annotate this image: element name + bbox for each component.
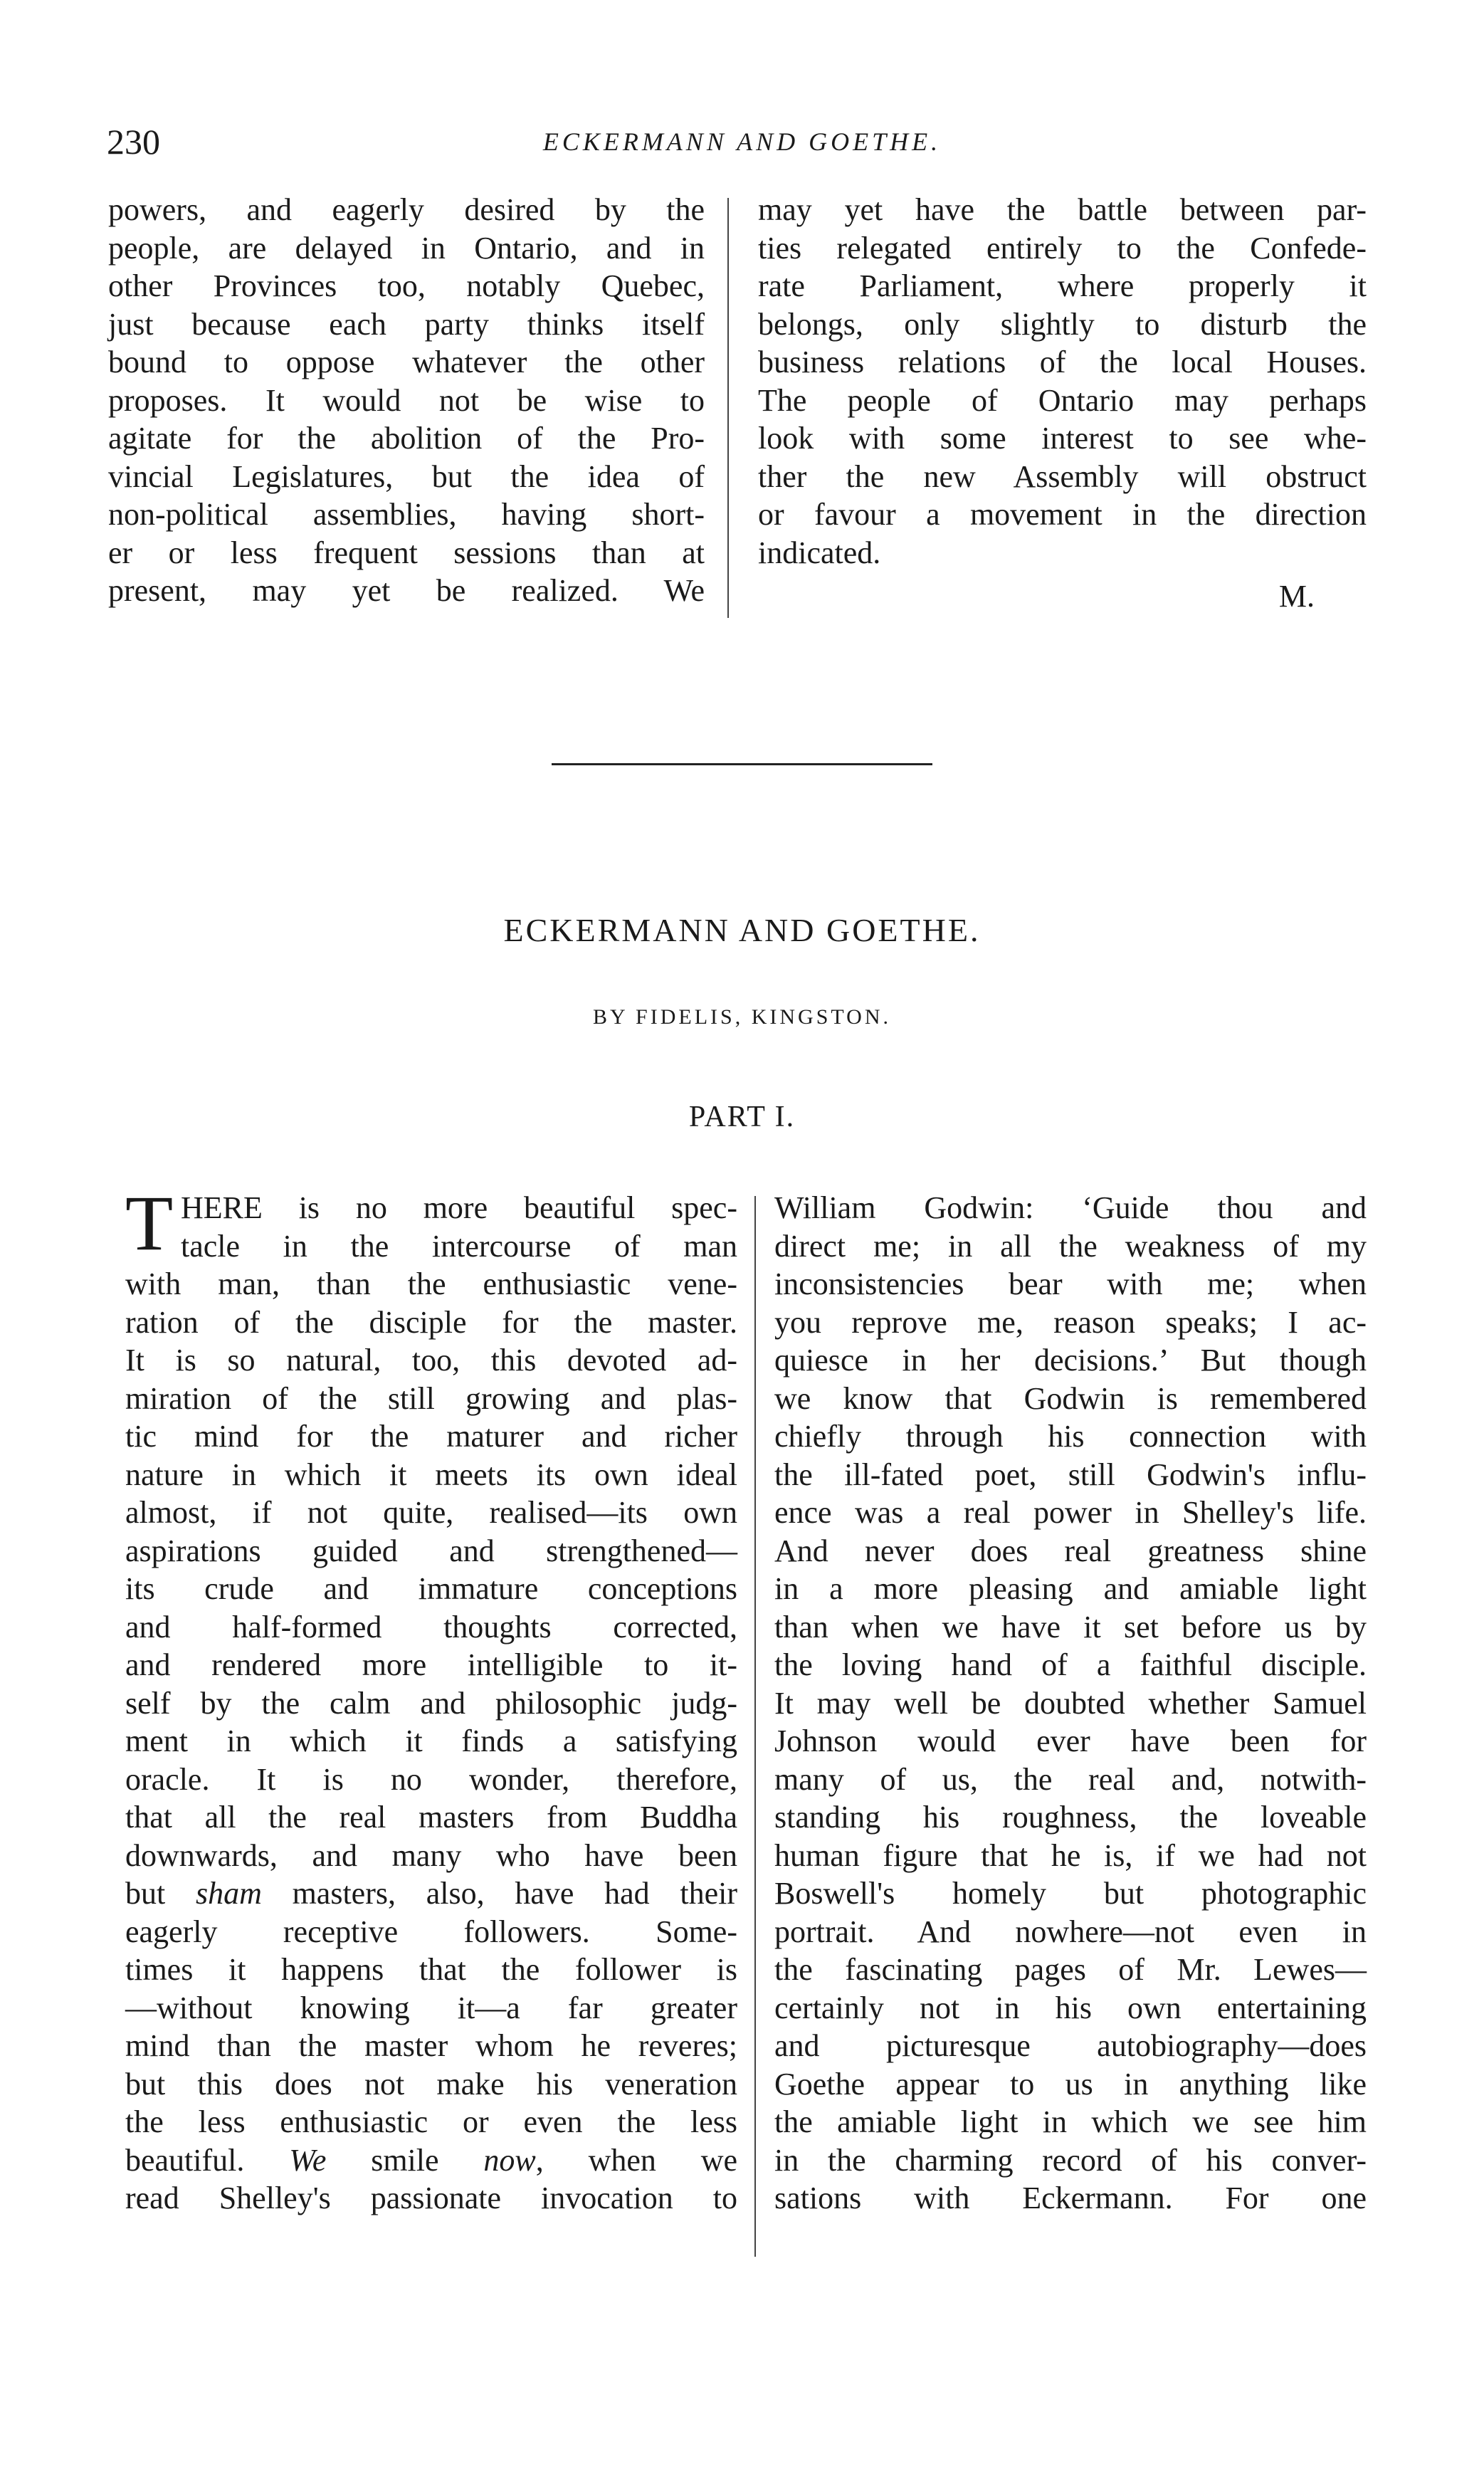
- text-line: nature in which it meets its own ideal: [125, 1457, 737, 1492]
- text-line: but sham masters, also, have had their: [125, 1876, 737, 1911]
- text-line: ence was a real power in Shelley's life.: [774, 1495, 1367, 1530]
- text-line: chiefly through his connection with: [774, 1419, 1367, 1454]
- text-line: The people of Ontario may perhaps: [758, 382, 1367, 418]
- text-line: portrait. And nowhere—not even in: [774, 1914, 1367, 1949]
- text-line: er or less frequent sessions than at: [108, 535, 705, 570]
- text-line: It is so natural, too, this devoted ad-: [125, 1343, 737, 1378]
- text-line: Johnson would ever have been for: [774, 1724, 1367, 1758]
- text-line: sations with Eckermann. For one: [774, 2181, 1367, 2215]
- text-line: people, are delayed in Ontario, and in: [108, 230, 705, 266]
- page-number: 230: [107, 122, 160, 162]
- article-title: ECKERMANN AND GOETHE.: [503, 912, 981, 948]
- text-line: many of us, the real and, notwith-: [774, 1761, 1367, 1797]
- text-line: non-political assemblies, having short-: [108, 497, 705, 532]
- previous-article-left-column: [108, 191, 705, 610]
- text-line: other Provinces too, notably Quebec,: [108, 268, 705, 303]
- text-line: eagerly receptive followers. Some-: [125, 1914, 737, 1949]
- text-line: with man, than the enthusiastic vene-: [125, 1266, 737, 1301]
- text-line: And never does real greatness shine: [774, 1533, 1367, 1568]
- column-rule: [754, 1196, 756, 2257]
- article-right-column: [774, 1189, 1367, 2218]
- text-line: and rendered more intelligible to it-: [125, 1647, 737, 1682]
- text-line: times it happens that the follower is: [125, 1952, 737, 1987]
- text-line: oracle. It is no wonder, therefore,: [125, 1761, 737, 1797]
- text-line: beautiful. We smile now, when we: [125, 2142, 738, 2178]
- text-line: HERE is no more beautiful spec-: [181, 1190, 737, 1225]
- text-line: rate Parliament, where properly it: [758, 268, 1367, 303]
- text-line: just because each party thinks itself: [108, 306, 705, 342]
- text-line: look with some interest to see whe-: [758, 421, 1367, 456]
- text-line: bound to oppose whatever the other: [108, 345, 705, 379]
- text-line: Boswell's homely but photographic: [774, 1876, 1367, 1911]
- text-line: but this does not make his veneration: [125, 2066, 737, 2102]
- previous-article-right-column: [758, 191, 1367, 572]
- text-line: vincial Legislatures, but the idea of: [108, 458, 705, 494]
- text-line: agitate for the abolition of the Pro-: [108, 421, 705, 456]
- text-line: that all the real masters from Buddha: [125, 1800, 737, 1835]
- text-line: miration of the still growing and plas-: [125, 1380, 737, 1416]
- text-line: the loving hand of a faithful disciple.: [774, 1647, 1367, 1682]
- text-line: in a more pleasing and amiable light: [774, 1571, 1367, 1606]
- text-line: ment in which it finds a satisfying: [125, 1724, 737, 1758]
- column-rule: [727, 198, 729, 618]
- text-line: or favour a movement in the direction: [758, 497, 1367, 532]
- text-line: inconsistencies bear with me; when: [774, 1266, 1367, 1301]
- text-line: It may well be doubted whether Samuel: [774, 1685, 1367, 1721]
- text-line: certainly not in his own entertaining: [774, 1990, 1367, 2025]
- text-line: human figure that he is, if we had not: [774, 1837, 1367, 1873]
- text-line: may yet have the battle between par-: [758, 192, 1367, 227]
- text-line: and half-formed thoughts corrected,: [125, 1609, 737, 1644]
- text-line: belongs, only slightly to disturb the: [758, 306, 1367, 342]
- text-line: present, may yet be realized. We: [108, 573, 705, 608]
- text-line: the fascinating pages of Mr. Lewes—: [774, 1952, 1367, 1987]
- running-title: ECKERMANN AND GOETHE.: [542, 127, 942, 156]
- drop-cap: T: [125, 1180, 174, 1266]
- text-line: and picturesque autobiography—does: [774, 2028, 1367, 2063]
- text-line: its crude and immature conceptions: [125, 1571, 737, 1606]
- text-line: you reprove me, reason speaks; I ac-: [774, 1304, 1367, 1340]
- text-line: the ill-fated poet, still Godwin's influ-: [774, 1457, 1367, 1492]
- article-byline: BY FIDELIS, KINGSTON.: [592, 1005, 891, 1029]
- text-line: the amiable light in which we see him: [774, 2104, 1367, 2139]
- text-line: Goethe appear to us in anything like: [774, 2066, 1367, 2102]
- article-left-column: [125, 1180, 738, 2218]
- text-line: business relations of the local Houses.: [758, 345, 1367, 379]
- text-line: ther the new Assembly will obstruct: [758, 458, 1367, 494]
- text-line: we know that Godwin is remembered: [774, 1380, 1367, 1416]
- text-line: tic mind for the maturer and richer: [125, 1419, 737, 1454]
- text-line: standing his roughness, the loveable: [774, 1800, 1367, 1835]
- text-line: mind than the master whom he reveres;: [125, 2028, 737, 2063]
- text-line: read Shelley's passionate invocation to: [125, 2181, 737, 2215]
- section-separator: [552, 763, 932, 765]
- text-line: —without knowing it—a far greater: [125, 1990, 737, 2025]
- text-line: direct me; in all the weakness of my: [774, 1228, 1367, 1264]
- text-line: aspirations guided and strengthened—: [125, 1533, 737, 1568]
- text-line: self by the calm and philosophic judg-: [125, 1685, 737, 1721]
- text-line: ties relegated entirely to the Confede-: [758, 230, 1367, 266]
- text-line: powers, and eagerly desired by the: [108, 192, 705, 227]
- article-part-heading: PART I.: [688, 1101, 796, 1133]
- text-line: in the charming record of his conver-: [774, 2142, 1367, 2178]
- text-line: William Godwin: ‘Guide thou and: [774, 1190, 1367, 1225]
- text-line: tacle in the intercourse of man: [181, 1228, 737, 1264]
- text-line: proposes. It would not be wise to: [108, 382, 705, 418]
- text-line: ration of the disciple for the master.: [125, 1304, 737, 1340]
- text-line: downwards, and many who have been: [125, 1837, 737, 1873]
- text-line: almost, if not quite, realised—its own: [125, 1495, 737, 1530]
- text-line: than when we have it set before us by: [774, 1609, 1367, 1644]
- text-line: the less enthusiastic or even the less: [125, 2104, 737, 2139]
- text-line: quiesce in her decisions.’ But though: [774, 1343, 1367, 1378]
- signature: M.: [1278, 579, 1315, 614]
- text-line: indicated.: [758, 535, 881, 570]
